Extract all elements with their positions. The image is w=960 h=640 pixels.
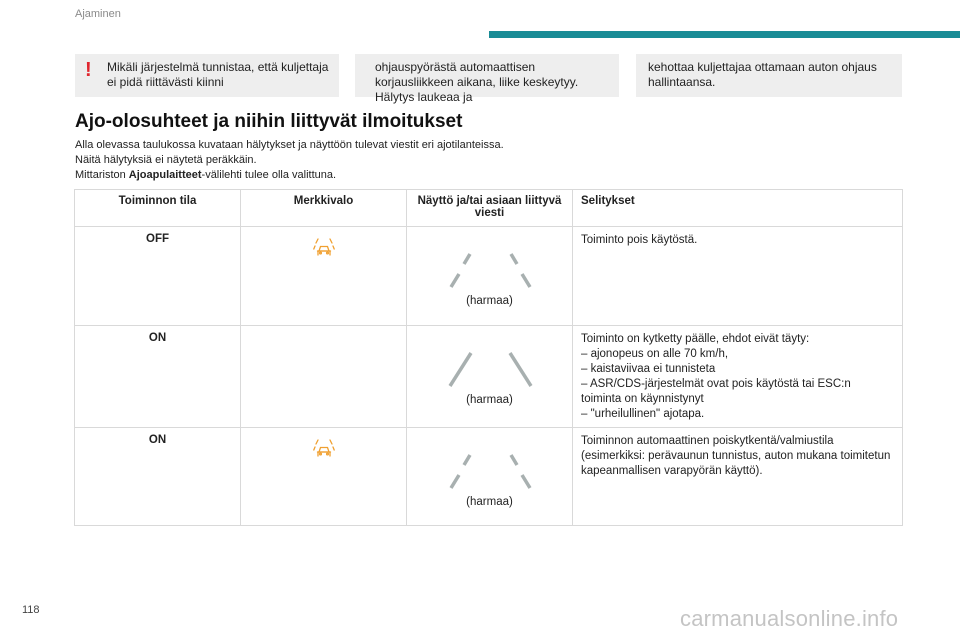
table-row <box>75 428 903 526</box>
intro-tab-name: Ajoapulaitteet <box>128 169 202 181</box>
intro-line-2: Näitä hälytyksiä ei näytetä peräkkäin. <box>75 154 257 166</box>
state-cell: OFF <box>75 227 241 326</box>
explanation-line: – ajonopeus on alle 70 km/h, <box>581 348 729 360</box>
solid-lanes-grey-icon <box>440 352 540 388</box>
explanation-cell <box>573 227 903 326</box>
note-box-1 <box>75 54 339 97</box>
intro-line-3-suffix: -välilehti tulee olla valittuna. <box>201 169 337 181</box>
display-cell <box>407 326 573 428</box>
watermark: carmanualsonline.info <box>680 606 899 631</box>
explanation-line: – ASR/CDS-järjestelmät ovat pois käytöstä tai ESC:n toiminta on käynnistynyt <box>581 378 851 405</box>
explanation-cell <box>573 428 903 526</box>
header-explanation: Selitykset <box>573 190 903 227</box>
note-text-3: kehottaa kuljettajaa ottamaan auton ohjaus hallintaansa. <box>648 60 877 89</box>
display-cell <box>407 428 573 526</box>
light-cell <box>241 326 407 428</box>
note-box-2 <box>355 54 619 104</box>
display-caption: (harmaa) <box>466 496 513 508</box>
table-header-row <box>75 190 903 227</box>
section-intro <box>75 138 504 183</box>
display-caption: (harmaa) <box>466 295 513 307</box>
intro-line-1: Alla olevassa taulukossa kuvataan hälytykset ja näyttöön tulevat viestit eri ajotilanteissa. <box>75 139 504 151</box>
explanation-line: Toiminto on kytketty päälle, ehdot eivät täyty: <box>581 333 810 345</box>
intro-line-3-prefix: Mittariston <box>75 169 129 181</box>
header-display: Näyttö ja/tai asiaan liittyvä viesti <box>407 190 573 227</box>
table-row <box>75 227 903 326</box>
explanation-line: – kaistaviivaa ei tunnisteta <box>581 363 716 375</box>
page-header-title: Ajaminen <box>75 8 121 20</box>
explanation-line: – "urheilullinen" ajotapa. <box>581 408 705 420</box>
section-title: Ajo-olosuhteet ja niihin liittyvät ilmoitukset <box>75 111 463 132</box>
display-cell <box>407 227 573 326</box>
dashed-lanes-grey-icon <box>440 454 540 490</box>
state-cell: ON <box>75 428 241 526</box>
note-text-2: ohjauspyörästä automaattisen korjausliikkeen aikana, liike keskeytyy. Hälytys laukeaa ja <box>375 60 579 104</box>
page-header-bar <box>489 31 960 38</box>
display-caption: (harmaa) <box>466 394 513 406</box>
exclamation-icon: ! <box>85 59 92 81</box>
note-box-3 <box>636 54 902 97</box>
light-cell <box>241 227 407 326</box>
explanation-line: Toiminto pois käytöstä. <box>581 234 698 246</box>
table-row <box>75 326 903 428</box>
header-light: Merkkivalo <box>241 190 407 227</box>
intro-line-3 <box>75 168 504 183</box>
explanation-cell <box>573 326 903 428</box>
lane-warning-orange-icon <box>313 237 335 257</box>
dashed-lanes-grey-icon <box>440 253 540 289</box>
explanation-line: Toiminnon automaattinen poiskytkentä/valmiustila (esimerkiksi: perävaunun tunnistus, auton mukana toimitetun kapeanmallisen varapyörän käyttö). <box>581 435 891 477</box>
lane-warning-orange-icon <box>313 438 335 458</box>
alerts-table <box>74 189 903 526</box>
state-cell: ON <box>75 326 241 428</box>
note-text-1: Mikäli järjestelmä tunnistaa, että kuljettaja ei pidä riittävästi kiinni <box>107 60 329 89</box>
light-cell <box>241 428 407 526</box>
header-state: Toiminnon tila <box>75 190 241 227</box>
page-number: 118 <box>22 604 40 616</box>
